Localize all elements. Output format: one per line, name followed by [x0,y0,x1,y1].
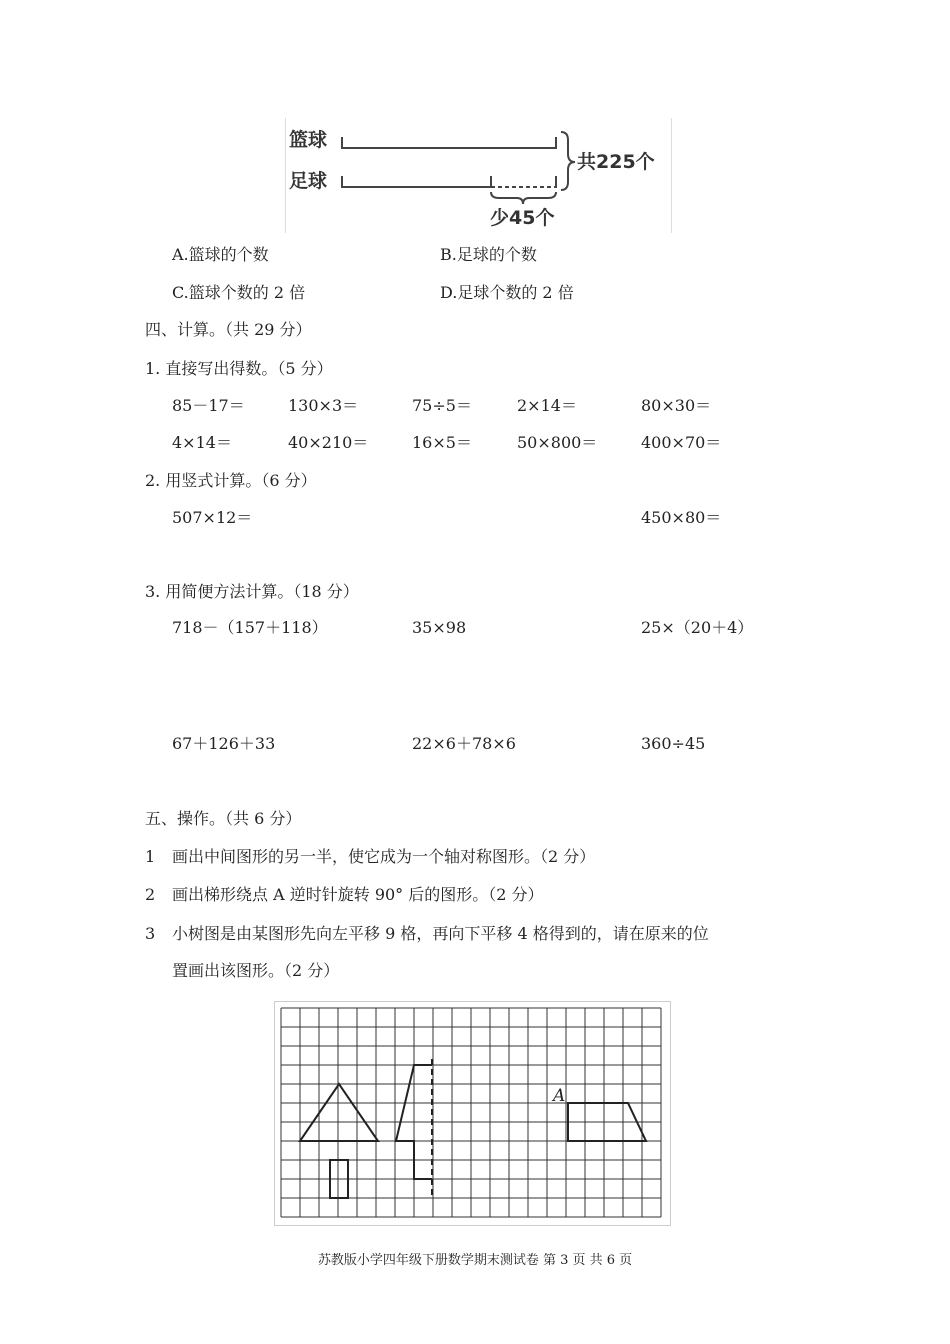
q1-item: 2×14＝ [517,396,577,415]
q1-title: 1. 直接写出得数。（5 分） [145,359,333,378]
op-item-number: 1 [145,847,156,866]
op-item-text: 画出中间图形的另一半，使它成为一个轴对称图形。（2 分） [172,847,596,866]
section5-title: 五、操作。（共 6 分） [145,809,302,828]
bar-model-figure [285,118,673,233]
choice-d: D.足球个数的 2 倍 [440,283,574,302]
q1-item: 50×800＝ [517,433,598,452]
choice-a: A.篮球的个数 [172,245,269,264]
q1-item: 400×70＝ [641,433,722,452]
q2-item: 450×80＝ [641,508,722,527]
q1-item: 4×14＝ [172,433,232,452]
op-item-text-cont: 置画出该图形。（2 分） [172,961,340,980]
point-a-label: A [553,1086,566,1106]
less-label: 少45个 [490,207,555,229]
total-label: 共225个 [577,151,655,173]
q3-item: 22×6＋78×6 [412,734,516,753]
q1-item: 16×5＝ [412,433,472,452]
choice-b: B.足球的个数 [440,245,537,264]
q1-item: 130×3＝ [288,396,359,415]
op-item-number: 3 [145,924,156,943]
q3-title: 3. 用简便方法计算。（18 分） [145,582,359,601]
q2-item: 507×12＝ [172,508,253,527]
q3-item: 718－（157＋118） [172,618,328,637]
q1-item: 80×30＝ [641,396,712,415]
grid-lines [281,1008,661,1217]
q1-item: 75÷5＝ [412,396,472,415]
op-item-number: 2 [145,885,156,904]
op-item-text: 小树图是由某图形先向左平移 9 格，再向下平移 4 格得到的，请在原来的位 [172,924,709,943]
q3-item: 35×98 [412,618,467,637]
q1-item: 40×210＝ [288,433,369,452]
q1-item: 85－17＝ [172,396,245,415]
q3-item: 67＋126＋33 [172,734,276,753]
q3-item: 360÷45 [641,734,706,753]
q3-item: 25×（20＋4） [641,618,754,637]
choice-c: C.篮球个数的 2 倍 [172,283,306,302]
section4-title: 四、计算。（共 29 分） [145,320,312,339]
grid-figure [274,1001,671,1226]
page-footer: 苏教版小学四年级下册数学期末测试卷 第 3 页 共 6 页 [317,1253,633,1268]
q2-title: 2. 用竖式计算。（6 分） [145,471,317,490]
label-basketball: 篮球 [289,129,328,151]
label-football: 足球 [289,170,328,192]
op-item-text: 画出梯形绕点 A 逆时针旋转 90° 后的图形。（2 分） [172,885,544,904]
